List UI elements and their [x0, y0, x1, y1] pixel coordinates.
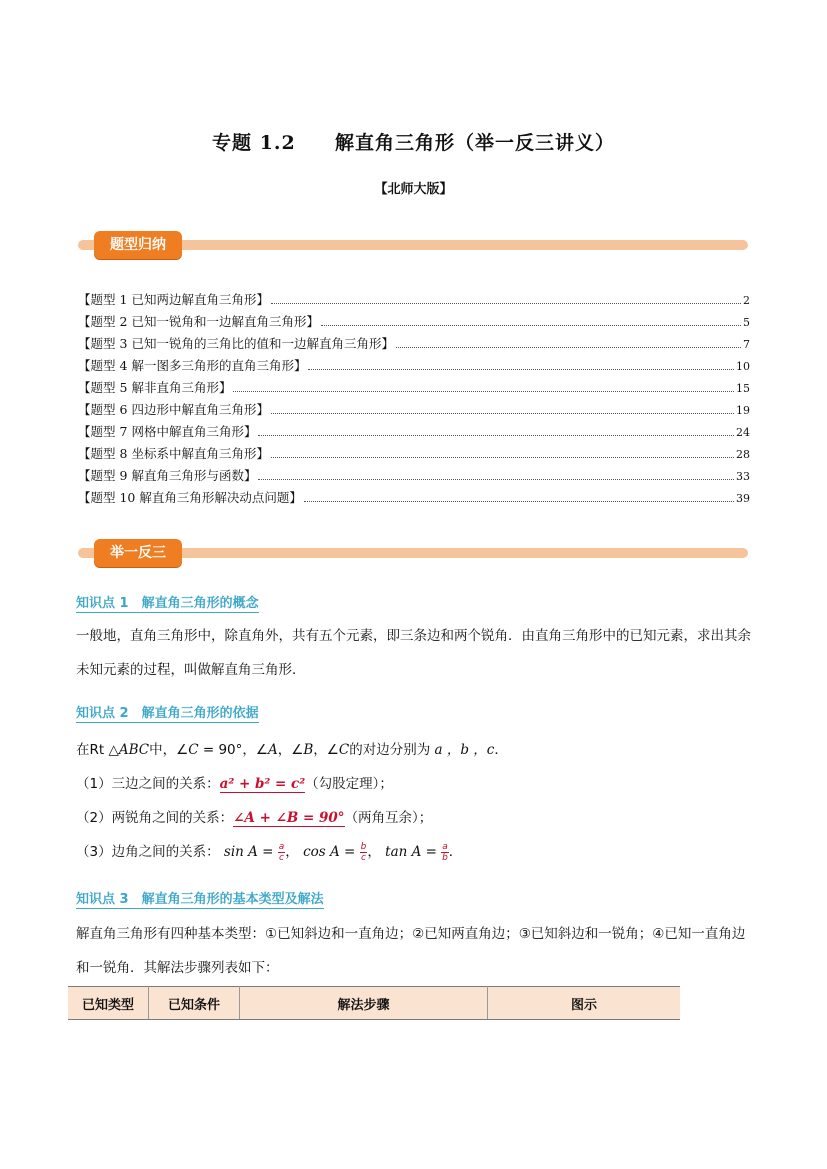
edition-label: 【北师大版】: [374, 182, 453, 197]
sin-fraction: $\frac{a}{c}$: [278, 841, 285, 863]
toc-item[interactable]: [78, 444, 750, 466]
title-prefix: 专题 1.2: [212, 132, 296, 154]
examples-banner: [78, 539, 748, 569]
toc-page-number: 5: [743, 316, 750, 329]
toc-page-number: 24: [736, 426, 750, 439]
toc-page-number: 2: [743, 294, 750, 307]
toc-banner: [78, 231, 748, 261]
toc-leader: [271, 456, 734, 458]
cos-fraction: $\frac{b}{c}$: [360, 841, 367, 863]
banner-tab: 举一反三: [94, 539, 182, 567]
knowledge-point-3-heading: 知识点 3 解直角三角形的基本类型及解法: [76, 888, 324, 909]
toc-item[interactable]: [78, 422, 750, 444]
toc-item[interactable]: [78, 334, 750, 356]
toc-item[interactable]: [78, 400, 750, 422]
toc-label: 解非直角三角形】: [131, 380, 232, 395]
toc-tag: 【题型 8: [78, 446, 128, 461]
toc-page-number: 15: [736, 382, 750, 395]
tan-fraction: $\frac{a}{b}$: [442, 841, 448, 863]
toc-page-number: 28: [736, 448, 750, 461]
toc-tag: 【题型 7: [78, 424, 128, 439]
toc-leader: [258, 434, 734, 436]
knowledge-point-1-heading: 知识点 1 解直角三角形的概念: [76, 592, 259, 613]
toc-page-number: 7: [743, 338, 750, 351]
toc-leader: [308, 368, 734, 370]
toc-label: 解直角三角形解决动点问题】: [139, 490, 302, 505]
toc-item[interactable]: [78, 290, 750, 312]
toc-label: 解直角三角形与函数】: [131, 468, 257, 483]
pythagorean-formula: a² + b² = c²: [219, 776, 306, 792]
toc-leader: [396, 346, 741, 348]
toc-tag: 【题型 1: [78, 292, 128, 307]
table-header: 已知类型: [68, 987, 149, 1020]
toc-item[interactable]: [78, 466, 750, 488]
toc-page-number: 33: [736, 470, 750, 483]
toc-label: 网格中解直角三角形】: [131, 424, 257, 439]
knowledge-point-1-text: 一般地，直角三角形中，除直角外，共有五个元素，即三条边和两个锐角．由直角三角形中的已知元素，求出其余未知元素的过程，叫做解直角三角形．: [76, 628, 751, 678]
toc-leader: [321, 324, 741, 326]
toc-tag: 【题型 4: [78, 358, 128, 373]
complementary-angles-formula: ∠A + ∠B = 90°: [233, 810, 345, 826]
toc-tag: 【题型 9: [78, 468, 128, 483]
toc-page-number: 19: [736, 404, 750, 417]
table-of-contents: [78, 290, 750, 510]
toc-label: 已知两边解直角三角形】: [131, 292, 269, 307]
toc-tag: 【题型 6: [78, 402, 128, 417]
table-header: 已知条件: [149, 987, 240, 1020]
toc-label: 已知一锐角和一边解直角三角形】: [131, 314, 319, 329]
toc-label: 四边形中解直角三角形】: [131, 402, 269, 417]
toc-leader: [271, 302, 741, 304]
toc-leader: [304, 500, 734, 502]
page-title: [0, 128, 827, 155]
toc-tag: 【题型 2: [78, 314, 128, 329]
solution-steps-table: [68, 986, 680, 1020]
banner-tab: 题型归纳: [94, 231, 182, 259]
title-main: 解直角三角形（举一反三讲义）: [334, 132, 615, 154]
toc-page-number: 10: [736, 360, 750, 373]
toc-item[interactable]: [78, 378, 750, 400]
table-header: 解法步骤: [240, 987, 488, 1020]
toc-item[interactable]: [78, 312, 750, 334]
table-header-row: [68, 987, 680, 1020]
toc-page-number: 39: [736, 492, 750, 505]
toc-leader: [258, 478, 734, 480]
toc-label: 坐标系中解直角三角形】: [131, 446, 269, 461]
kp2-item-2: （2）两锐角之间的关系：∠A + ∠B = 90°（两角互余）；: [76, 810, 433, 826]
toc-label: 解一图多三角形的直角三角形】: [131, 358, 307, 373]
kp2-item-1: （1）三边之间的关系：a² + b² = c²（勾股定理）；: [76, 776, 393, 792]
knowledge-point-3-text: 解直角三角形有四种基本类型：①已知斜边和一直角边；②已知两直角边；③已知斜边和一锐角；④已知一直角边和一锐角．其解法步骤列表如下：: [76, 926, 746, 976]
toc-tag: 【题型 5: [78, 380, 128, 395]
toc-leader: [271, 412, 734, 414]
kp2-item-3: （3）边角之间的关系： sin A = $\frac{a}{c}$ ， cos A = $\frac{b}{c}$ ， tan A = $\frac{a}{b}$ ．: [76, 841, 463, 863]
table-header: 图示: [488, 987, 681, 1020]
toc-tag: 【题型 10: [78, 490, 136, 505]
kp2-intro: 在Rt △ABC中，∠C = 90°，∠A，∠B，∠C的对边分别为 a ，b ，c．: [76, 742, 508, 758]
knowledge-point-2-heading: 知识点 2 解直角三角形的依据: [76, 702, 259, 723]
toc-label: 已知一锐角的三角比的值和一边解直角三角形】: [131, 336, 394, 351]
toc-item[interactable]: [78, 356, 750, 378]
toc-leader: [233, 390, 734, 392]
toc-item[interactable]: [78, 488, 750, 510]
toc-tag: 【题型 3: [78, 336, 128, 351]
